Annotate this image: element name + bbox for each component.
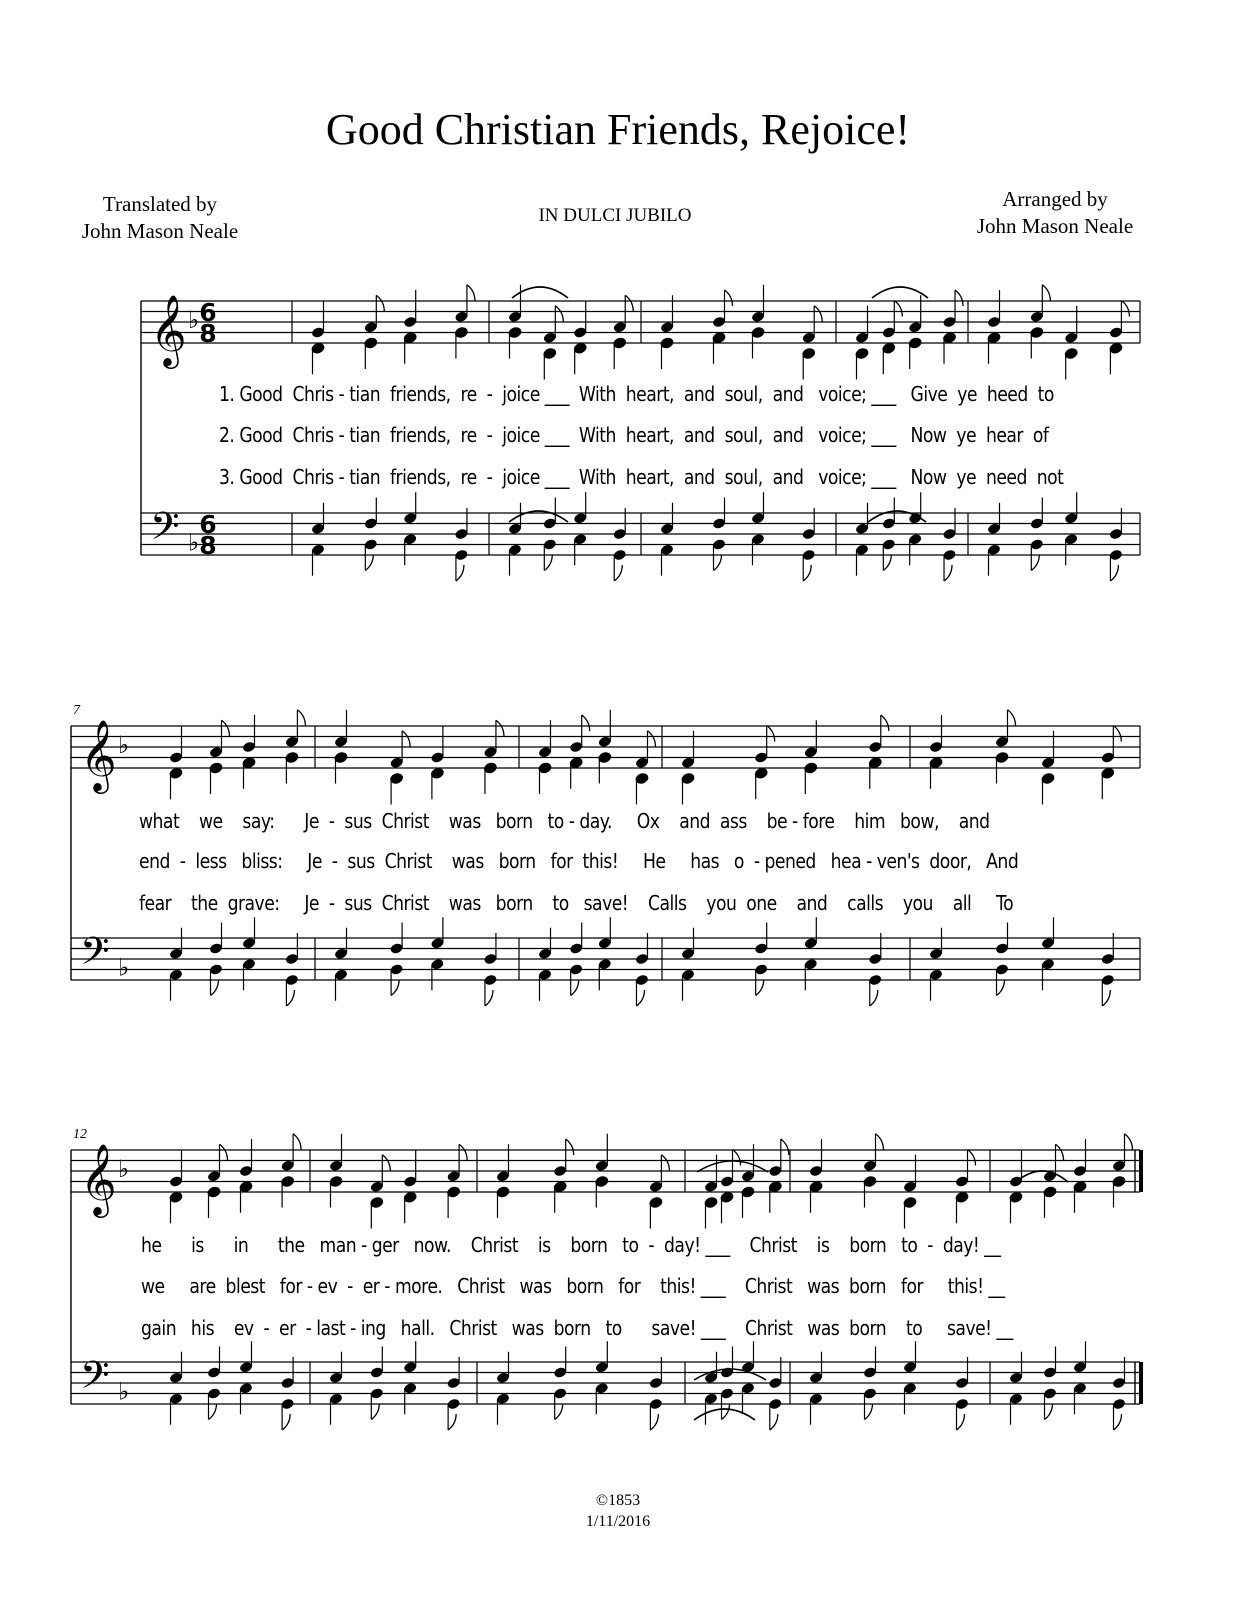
flat-icon: ♭ xyxy=(188,306,200,334)
eighth-flag xyxy=(496,720,504,736)
measure-number: 12 xyxy=(73,1127,87,1142)
eighth-flag xyxy=(625,295,633,311)
treble-clef-icon: 𝄞 xyxy=(80,718,117,791)
eighth-flag xyxy=(865,1404,873,1420)
eighth-flag xyxy=(282,1414,290,1430)
eighth-flag xyxy=(555,306,563,322)
slur xyxy=(1016,1171,1068,1182)
eighth-flag xyxy=(1008,710,1016,726)
eighth-flag xyxy=(661,1155,669,1171)
eighth-flag xyxy=(222,720,230,736)
eighth-flag xyxy=(1042,285,1050,301)
eighth-flag xyxy=(1114,1414,1122,1430)
hymn-title: Good Christian Friends, Rejoice! xyxy=(325,105,911,154)
flat-icon: ♭ xyxy=(118,1155,130,1183)
bass-clef-icon: 𝄢 xyxy=(150,503,180,558)
eighth-flag xyxy=(955,290,963,306)
eighth-flag xyxy=(456,565,464,581)
eighth-flag xyxy=(803,565,811,581)
lyric-verse-2-system-2: end - less bliss: Je - sus Christ was born for this! He has o - pened hea - ven's door, And xyxy=(139,849,1019,873)
eighth-flag xyxy=(1110,565,1118,581)
bass-clef-icon: 𝄢 xyxy=(80,928,110,983)
time-signature-bottom: 8 xyxy=(199,319,217,348)
eighth-flag xyxy=(725,290,733,306)
eighth-flag xyxy=(944,565,952,581)
eighth-flag xyxy=(582,715,590,731)
lyric-verse-1-system-2: what we say: Je - sus Christ was born to - day. Ox and ass be - fore him bow, and xyxy=(139,809,990,833)
eighth-flag xyxy=(883,555,891,571)
eighth-flag xyxy=(1121,301,1129,317)
eighth-flag xyxy=(756,980,764,996)
eighth-flag xyxy=(544,555,552,571)
flat-icon: ♭ xyxy=(188,528,200,557)
time-signature-top: 6 xyxy=(199,510,217,539)
tune-name: IN DULCI JUBILO xyxy=(538,205,692,226)
eighth-flag xyxy=(209,1404,217,1420)
eighth-flag xyxy=(968,1150,976,1166)
eighth-flag xyxy=(957,1414,965,1430)
eighth-flag xyxy=(220,1144,228,1160)
slur xyxy=(872,287,928,298)
eighth-flag xyxy=(1045,1404,1053,1420)
eighth-flag xyxy=(722,1404,730,1420)
eighth-flag xyxy=(297,710,305,726)
lyric-verse-1-system-3: he is in the man - ger now. Christ is born to - day! ___ Christ is born to - day! __ xyxy=(141,1233,1001,1257)
eighth-flag xyxy=(767,726,775,742)
eighth-flag xyxy=(781,1139,789,1155)
slur xyxy=(694,1409,755,1420)
bass-clef-icon: 𝄢 xyxy=(80,1352,110,1407)
eighth-flag xyxy=(485,990,493,1006)
lyric-verse-3-system-1: 3. Good Chris - tian friends, re - joice ___ With heart, and soul, and voice; ___ Now ye need not xyxy=(219,465,1064,489)
eighth-flag xyxy=(448,1414,456,1430)
eighth-flag xyxy=(894,301,902,317)
eighth-flag xyxy=(714,555,722,571)
eighth-flag xyxy=(391,980,399,996)
eighth-flag xyxy=(376,295,384,311)
lyric-verse-3-system-3: gain his ev - er - last - ing hall. Christ was born to save! ___ Christ was born to save! __ xyxy=(141,1316,1013,1340)
measure-number: 7 xyxy=(73,703,80,718)
eighth-flag xyxy=(1031,555,1039,571)
eighth-flag xyxy=(733,1150,741,1166)
eighth-flag xyxy=(566,1139,574,1155)
eighth-flag xyxy=(1056,1144,1064,1160)
flat-icon: ♭ xyxy=(118,953,130,982)
final-barline xyxy=(1139,1150,1143,1192)
eighth-flag xyxy=(571,980,579,996)
eighth-flag xyxy=(770,1414,778,1430)
final-barline xyxy=(1139,1362,1143,1404)
eighth-flag xyxy=(365,555,373,571)
eighth-flag xyxy=(1125,1134,1133,1150)
time-signature-bottom: 8 xyxy=(199,531,217,560)
eighth-flag xyxy=(211,980,219,996)
eighth-flag xyxy=(286,990,294,1006)
lyric-verse-2-system-3: we are blest for - ev - er - more. Christ was born for this! ___ Christ was born for this! __ xyxy=(141,1274,1005,1298)
eighth-flag xyxy=(876,1134,884,1150)
eighth-flag xyxy=(402,731,410,747)
eighth-flag xyxy=(371,1404,379,1420)
copyright-line: ©1853 xyxy=(595,1492,641,1509)
eighth-flag xyxy=(1102,990,1110,1006)
eighth-flag xyxy=(647,731,655,747)
eighth-flag xyxy=(814,306,822,322)
time-signature-top: 6 xyxy=(199,298,217,327)
eighth-flag xyxy=(467,285,475,301)
lyric-verse-2-system-1: 2. Good Chris - tian friends, re - joice ___ With heart, and soul, and voice; ___ Now ye hear of xyxy=(219,423,1049,447)
eighth-flag xyxy=(555,1404,563,1420)
eighth-flag xyxy=(636,990,644,1006)
lyric-verse-3-system-2: fear the grave: Je - sus Christ was born to save! Calls you one and calls you all To xyxy=(139,891,1014,915)
arranger-name: John Mason Neale xyxy=(976,214,1134,238)
eighth-flag xyxy=(459,1144,467,1160)
lyric-verse-1-system-1: 1. Good Chris - tian friends, re - joice ___ With heart, and soul, and voice; ___ Give ye heed to xyxy=(219,382,1054,406)
arranger-label: Arranged by xyxy=(1002,187,1108,211)
date-line: 1/11/2016 xyxy=(585,1513,651,1530)
eighth-flag xyxy=(293,1134,301,1150)
eighth-flag xyxy=(997,980,1005,996)
eighth-flag xyxy=(1113,726,1121,742)
eighth-flag xyxy=(650,1414,658,1430)
eighth-flag xyxy=(382,1155,390,1171)
translator-name: John Mason Neale xyxy=(81,219,239,243)
treble-clef-icon: 𝄞 xyxy=(150,293,187,366)
translator-label: Translated by xyxy=(102,192,218,216)
treble-clef-icon: 𝄞 xyxy=(80,1142,117,1215)
eighth-flag xyxy=(870,990,878,1006)
eighth-flag xyxy=(614,565,622,581)
eighth-flag xyxy=(881,715,889,731)
flat-icon: ♭ xyxy=(118,731,130,759)
flat-icon: ♭ xyxy=(118,1377,130,1406)
